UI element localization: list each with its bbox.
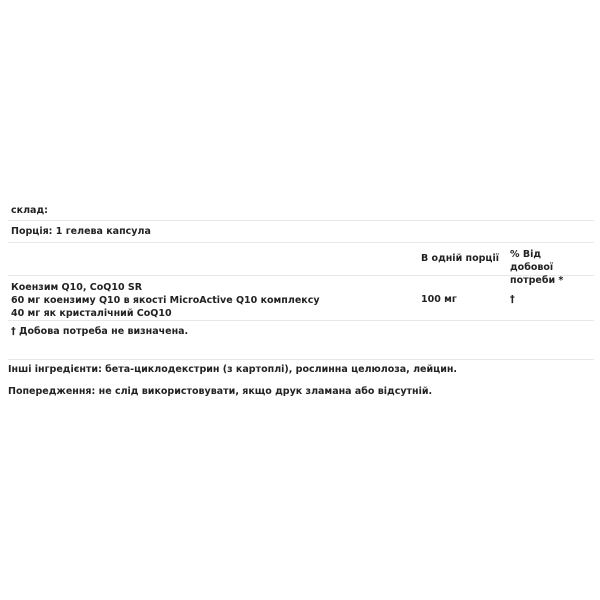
ingredient-detail-line: 40 мг як кристалічний CoQ10 — [11, 308, 172, 319]
facts-header-row — [8, 243, 594, 286]
serving-size: Порція: 1 гелева капсула — [8, 221, 594, 243]
ingredient-detail-line: 60 мг коензиму Q10 в якості MicroActive Q10 комплексу — [11, 295, 320, 306]
warning-text: Попередження: не слід використовувати, якщо друк зламана або відсутній. — [8, 386, 433, 397]
daily-value-footnote: † Добова потреба не визначена. — [8, 321, 594, 360]
ingredient-row — [8, 276, 594, 321]
supplement-facts-panel — [8, 200, 594, 360]
ingredient-daily-value: † — [510, 294, 515, 305]
other-ingredients: Інші інгредієнти: бета-циклодекстрин (з картоплі), рослинна целюлоза, лейцин. — [8, 364, 458, 375]
ingredient-amount: 100 мг — [421, 294, 457, 305]
ingredient-name — [11, 281, 320, 320]
daily-value-header: % Від добової потреби * — [510, 249, 564, 286]
supplement-facts-title: склад: — [8, 200, 594, 221]
amount-per-serving-header: В одній порції — [421, 253, 499, 264]
ingredient-name-line: Коензим Q10, CoQ10 SR — [11, 282, 143, 293]
